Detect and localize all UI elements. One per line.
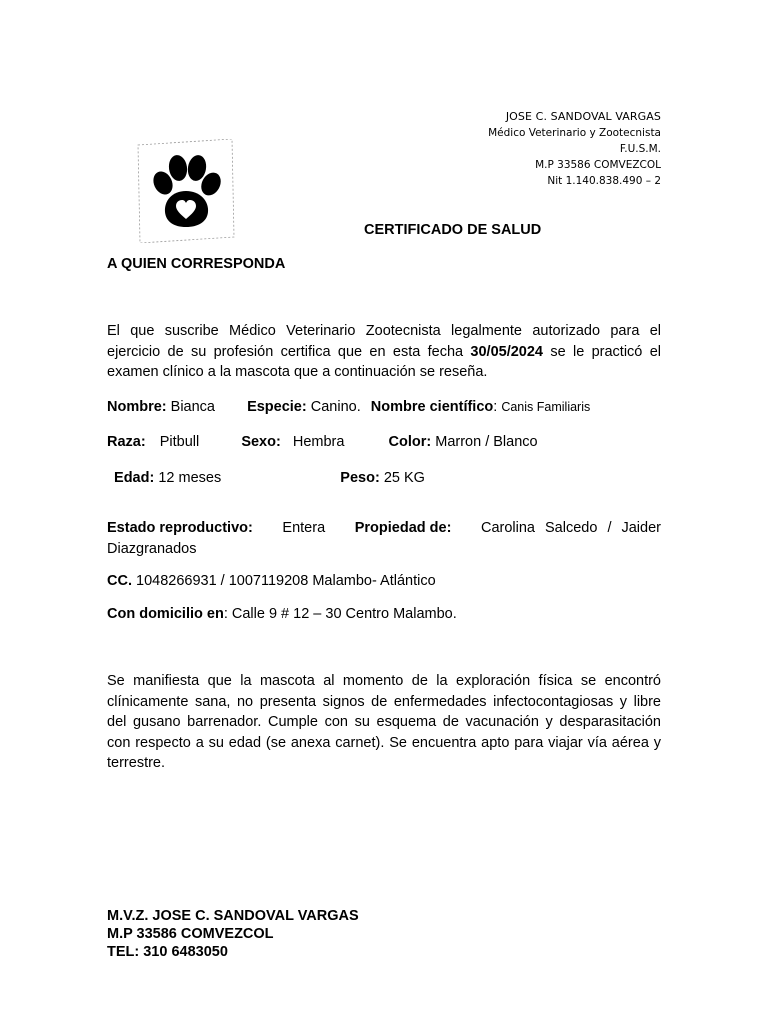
color-label: Color: [388,434,432,450]
owner-id-row [107,571,436,591]
estado-label: Estado reproductivo: [107,520,253,536]
cientifico-label: Nombre científico [370,399,494,415]
letterhead-nit: Nit 1.140.838.490 – 2 [547,175,661,187]
raza-value: Pitbull [159,434,200,450]
addressee: A QUIEN CORRESPONDA [107,256,286,272]
nombre-value: Bianca [170,399,215,415]
intro-text-after: se le practicó el examen clínico a la mascota que a continuación se reseña. [107,343,661,380]
pet-row-breed-sex-color [107,432,538,452]
domicilio-value: Calle 9 # 12 – 30 Centro Malambo. [231,606,457,622]
cc-label: CC. [107,573,132,589]
intro-paragraph [107,321,661,383]
signature-phone: TEL: 310 6483050 [107,944,228,960]
certificate-title: CERTIFICADO DE SALUD [364,222,542,238]
nombre-label: Nombre: [107,399,167,415]
edad-label: Edad: [114,470,155,486]
letterhead-registration: M.P 33586 COMVEZCOL [535,159,661,171]
reproductive-owner-block [107,518,661,560]
sexo-value: Hembra [292,434,345,450]
propiedad-value-line2: Diazgranados [107,541,197,557]
exam-date: 30/05/2024 [470,343,543,360]
peso-value: 25 KG [383,470,425,486]
propiedad-label: Propiedad de: [354,520,452,536]
especie-value: Canino. [310,399,361,415]
signature-name: M.V.Z. JOSE C. SANDOVAL VARGAS [107,908,359,924]
letterhead-university: F.U.S.M. [619,143,661,155]
letterhead-name: JOSE C. SANDOVAL VARGAS [505,110,661,123]
raza-label: Raza: [107,434,146,450]
pet-row-name-species: Nombre: Bianca Especie: Canino. Nombre científico: Canis Familiaris [107,399,591,415]
propiedad-value-line1: Carolina Salcedo / Jaider [480,520,661,536]
signature-registration: M.P 33586 COMVEZCOL [107,926,274,942]
sexo-label: Sexo: [241,434,281,450]
cientifico-value: Canis Familiaris [501,400,591,414]
estado-value: Entera [282,520,326,536]
paw-with-heart-icon [136,139,236,243]
signature-block [107,907,359,961]
domicilio-label: Con domicilio en [107,606,224,622]
edad-value: 12 meses [158,470,222,486]
intro-text-before: El que suscribe Médico Veterinario Zootecnista legalmente autorizado para el ejercicio de su profesión certifica que en esta fecha [107,323,661,360]
peso-label: Peso: [340,470,380,486]
health-finding-paragraph: Se manifiesta que la mascota al momento de la exploración física se encontró clínicamente sana, no presenta signos de enfermedades infectocontagiosas y libre del gusano barrenador. Cumple con su esquema de vacunación y desparasitación con respecto a su edad (se anexa carnet). Se encuentra apto para viajar vía aérea y terrestre. [107,673,661,771]
pet-row-age-weight [107,468,425,488]
color-value: Marron / Blanco [435,434,538,450]
address-row: Con domicilio en: Calle 9 # 12 – 30 Centro Malambo. [107,606,457,622]
cc-value: 1048266931 / 1007119208 Malambo- Atlántico [136,573,436,589]
letterhead [488,109,661,189]
letterhead-profession: Médico Veterinario y Zootecnista [488,127,661,139]
especie-label: Especie: [247,399,307,415]
